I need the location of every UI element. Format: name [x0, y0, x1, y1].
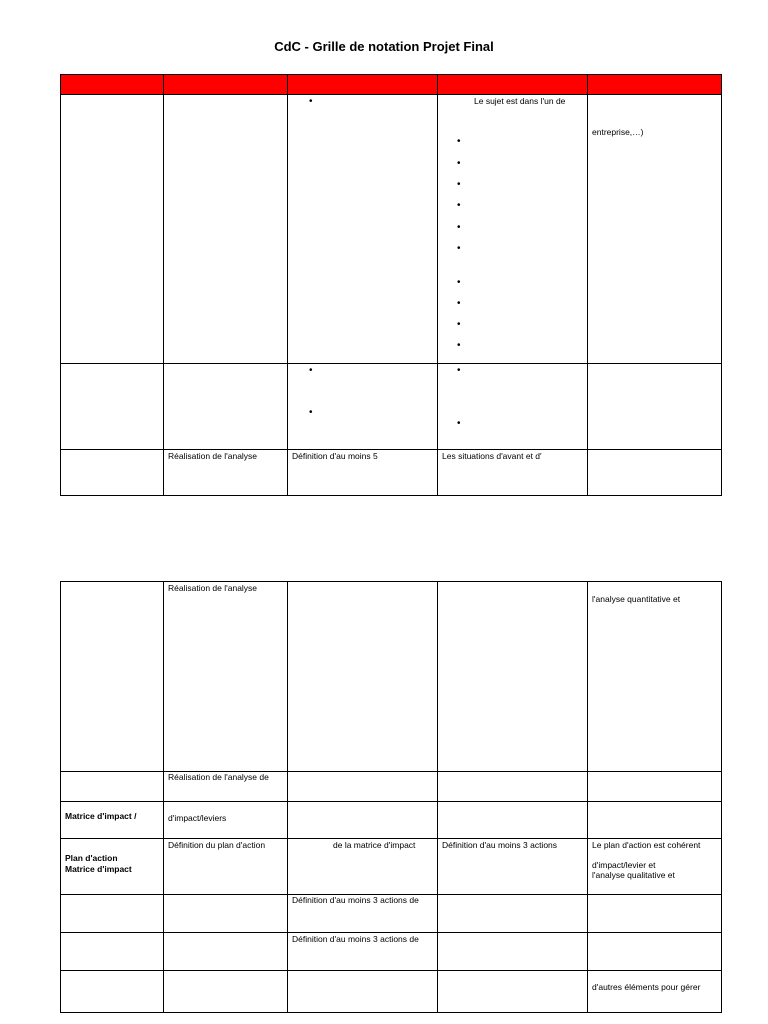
- table-cell: [588, 971, 722, 1013]
- table-cell: [288, 582, 438, 772]
- cell-text: d'impact/leviers: [168, 813, 227, 823]
- table-cell: [61, 364, 164, 450]
- table-cell: [438, 450, 588, 496]
- table-cell: [61, 802, 164, 839]
- bullet: •: [457, 319, 461, 330]
- table-row: [61, 802, 722, 839]
- cell-text: l'analyse qualitative et: [592, 870, 675, 880]
- cell-text: Définition d'au moins 3 actions: [442, 840, 558, 850]
- table-row: [61, 450, 722, 496]
- bullet: •: [457, 136, 461, 147]
- table-cell: [288, 364, 438, 450]
- table-row: [61, 772, 722, 802]
- table-row: [61, 582, 722, 772]
- table-cell: [438, 895, 588, 933]
- table-cell: [164, 933, 288, 971]
- document-title: CdC - Grille de notation Projet Final: [274, 39, 494, 54]
- table-cell: [61, 839, 164, 895]
- table-cell: [164, 582, 288, 772]
- table-row: [61, 933, 722, 971]
- table-cell: [588, 802, 722, 839]
- table-cell: [438, 95, 588, 364]
- row-label: Matrice d'impact /: [65, 811, 137, 821]
- cell-text: Les situations d'avant et d': [442, 451, 542, 461]
- table-cell: [288, 971, 438, 1013]
- bullet: •: [457, 418, 461, 429]
- table-row: [61, 95, 722, 364]
- table-header-row: [61, 75, 722, 95]
- table-cell: [288, 802, 438, 839]
- bullet: •: [309, 96, 313, 107]
- cell-text: Réalisation de l'analyse: [168, 451, 258, 461]
- bullet: •: [457, 298, 461, 309]
- table-cell: [61, 450, 164, 496]
- table-cell: [164, 772, 288, 802]
- table-row: [61, 839, 722, 895]
- table-cell: [61, 895, 164, 933]
- table-row: [61, 895, 722, 933]
- grading-table-1: [60, 74, 722, 496]
- table-cell: [288, 895, 438, 933]
- cell-text: Réalisation de l'analyse de: [168, 772, 269, 782]
- table-cell: [288, 450, 438, 496]
- table-cell: [164, 364, 288, 450]
- table-cell: [438, 839, 588, 895]
- grading-table-2: [60, 581, 722, 1013]
- table-cell: [588, 450, 722, 496]
- bullet: •: [457, 200, 461, 211]
- bullet: •: [457, 243, 461, 254]
- cell-text: Définition d'au moins 3 actions de: [292, 895, 419, 905]
- cell-text: Le sujet est dans l'un de: [474, 96, 566, 106]
- bullet: •: [457, 365, 461, 376]
- header-cell: [164, 75, 288, 95]
- table-cell: [61, 933, 164, 971]
- table-cell: [61, 95, 164, 364]
- cell-text: d'autres éléments pour gérer: [592, 982, 701, 992]
- table-cell: [61, 971, 164, 1013]
- table-cell: [588, 364, 722, 450]
- table-row: [61, 364, 722, 450]
- table-cell: [164, 802, 288, 839]
- row-label: Plan d'action: [65, 853, 118, 863]
- cell-text: Définition d'au moins 5: [292, 451, 378, 461]
- table-cell: [588, 772, 722, 802]
- table-cell: [61, 582, 164, 772]
- table-cell: [164, 450, 288, 496]
- cell-text: l'analyse quantitative et: [592, 594, 681, 604]
- table-cell: [288, 933, 438, 971]
- table-cell: [164, 971, 288, 1013]
- cell-text: de la matrice d'impact: [333, 840, 416, 850]
- bullet: •: [457, 158, 461, 169]
- table-cell: [438, 364, 588, 450]
- table-cell: [61, 772, 164, 802]
- table-cell: [164, 895, 288, 933]
- header-cell: [438, 75, 588, 95]
- bullet: •: [309, 365, 313, 376]
- cell-text: Le plan d'action est cohérent: [592, 840, 701, 850]
- table-cell: [438, 802, 588, 839]
- bullet: •: [457, 340, 461, 351]
- table-cell: [288, 95, 438, 364]
- table-cell: [438, 933, 588, 971]
- table-cell: [588, 895, 722, 933]
- table-cell: [288, 839, 438, 895]
- table-cell: [588, 933, 722, 971]
- cell-text: Réalisation de l'analyse: [168, 583, 258, 593]
- header-cell: [61, 75, 164, 95]
- bullet: •: [457, 277, 461, 288]
- bullet: •: [457, 179, 461, 190]
- header-cell: [588, 75, 722, 95]
- table-cell: [438, 971, 588, 1013]
- cell-text: entreprise,…): [592, 127, 644, 137]
- table-cell: [288, 772, 438, 802]
- bullet: •: [457, 222, 461, 233]
- table-cell: [438, 582, 588, 772]
- bullet: •: [309, 407, 313, 418]
- table-cell: [164, 839, 288, 895]
- table-cell: [164, 95, 288, 364]
- row-label: Matrice d'impact: [65, 864, 132, 874]
- header-cell: [288, 75, 438, 95]
- table-cell: [588, 839, 722, 895]
- table-cell: [588, 582, 722, 772]
- table-cell: [588, 95, 722, 364]
- table-row: [61, 971, 722, 1013]
- table-cell: [438, 772, 588, 802]
- cell-text: Définition du plan d'action: [168, 840, 266, 850]
- cell-text: d'impact/levier et: [592, 860, 656, 870]
- cell-text: Définition d'au moins 3 actions de: [292, 934, 419, 944]
